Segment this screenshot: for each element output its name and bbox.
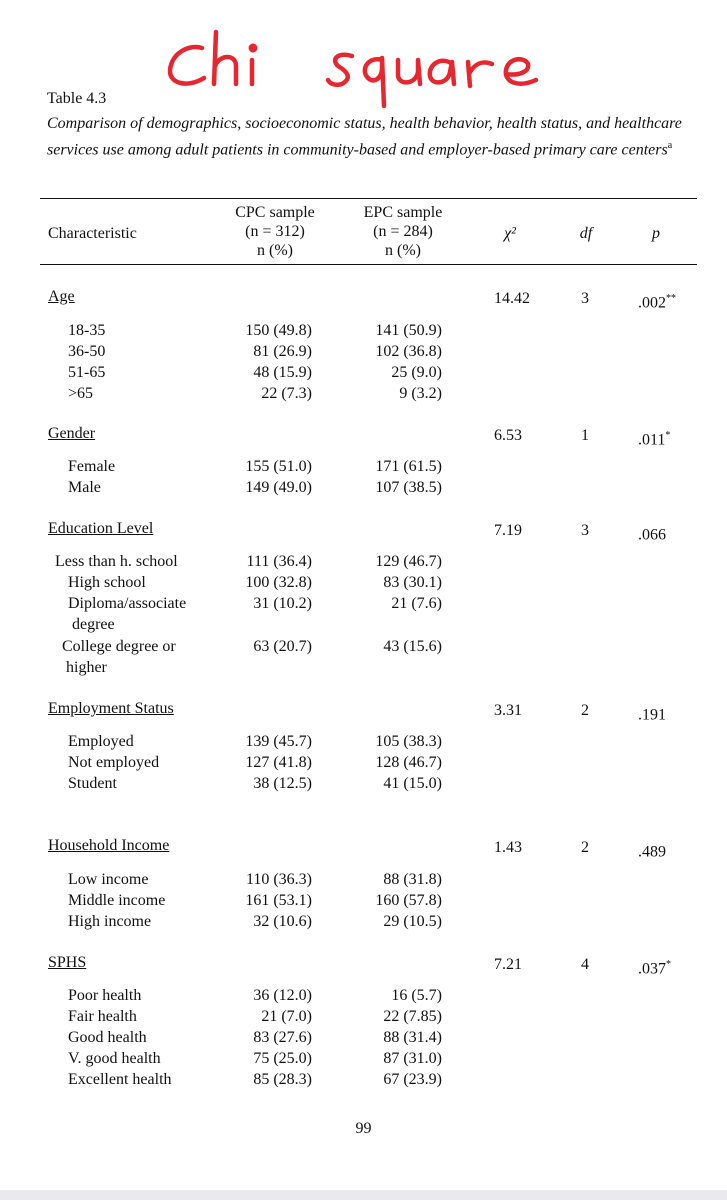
row-label: Good health bbox=[68, 1029, 147, 1046]
epc-value: 87 (31.0) bbox=[383, 1050, 442, 1067]
header-characteristic: Characteristic bbox=[48, 225, 137, 242]
epc-value: 83 (30.1) bbox=[383, 574, 442, 591]
caption-footnote-marker: a bbox=[667, 140, 673, 151]
cpc-value: 161 (53.1) bbox=[245, 892, 312, 909]
header-epc-line3: n (%) bbox=[385, 242, 421, 259]
cpc-value: 149 (49.0) bbox=[245, 479, 312, 496]
epc-value: 107 (38.5) bbox=[375, 479, 442, 496]
cpc-value: 100 (32.8) bbox=[245, 574, 312, 591]
cpc-value: 139 (45.7) bbox=[245, 733, 312, 750]
cpc-value: 150 (49.8) bbox=[245, 322, 312, 339]
epc-value: 21 (7.6) bbox=[391, 595, 442, 612]
table-header-rule bbox=[40, 264, 697, 265]
cpc-value: 48 (15.9) bbox=[253, 364, 312, 381]
handwritten-annotation bbox=[160, 18, 570, 108]
chi-square-value: 1.43 bbox=[494, 839, 522, 856]
epc-value: 129 (46.7) bbox=[375, 553, 442, 570]
cpc-value: 85 (28.3) bbox=[253, 1071, 312, 1088]
cpc-value: 81 (26.9) bbox=[253, 343, 312, 360]
row-label: Diploma/associate bbox=[68, 595, 187, 612]
section-title: SPHS bbox=[48, 954, 87, 971]
row-label: College degree or bbox=[62, 638, 176, 655]
row-label-continued: degree bbox=[72, 616, 115, 633]
row-label: 51-65 bbox=[68, 364, 106, 381]
row-label: Low income bbox=[68, 871, 149, 888]
header-cpc-line3: n (%) bbox=[257, 242, 293, 259]
cpc-value: 83 (27.6) bbox=[253, 1029, 312, 1046]
chi-square-value: 7.19 bbox=[494, 522, 522, 539]
significance-marker: ** bbox=[666, 293, 676, 304]
cpc-value: 127 (41.8) bbox=[245, 754, 312, 771]
cpc-value: 21 (7.0) bbox=[261, 1008, 312, 1025]
table-caption-text: Comparison of demographics, socioeconomic status, health behavior, health status, and healthcare services use among adult patients in community-based and employer-based primary care centers bbox=[47, 115, 682, 159]
row-label: Student bbox=[68, 775, 117, 792]
page-number: 99 bbox=[355, 1120, 372, 1137]
header-cpc bbox=[215, 203, 335, 260]
row-label: High school bbox=[68, 574, 146, 591]
cpc-value: 111 (36.4) bbox=[246, 553, 312, 570]
df-value: 3 bbox=[581, 522, 589, 539]
row-label: >65 bbox=[68, 385, 94, 402]
header-cpc-line1: CPC sample bbox=[235, 204, 315, 221]
p-value: .037 bbox=[638, 960, 666, 978]
section-title: Age bbox=[48, 288, 75, 305]
significance-marker: * bbox=[666, 959, 671, 970]
df-value: 2 bbox=[581, 702, 589, 719]
p-value-cell bbox=[638, 288, 676, 313]
row-label: 18-35 bbox=[68, 322, 106, 339]
epc-value: 25 (9.0) bbox=[391, 364, 442, 381]
header-epc-line1: EPC sample bbox=[363, 204, 443, 221]
header-df: df bbox=[579, 225, 593, 242]
row-label: Not employed bbox=[68, 754, 160, 771]
epc-value: 141 (50.9) bbox=[375, 322, 442, 339]
epc-value: 128 (46.7) bbox=[375, 754, 442, 771]
cpc-value: 31 (10.2) bbox=[253, 595, 312, 612]
row-label: V. good health bbox=[68, 1050, 161, 1067]
row-label-continued: higher bbox=[66, 659, 107, 676]
epc-value: 22 (7.85) bbox=[383, 1008, 442, 1025]
p-value-cell bbox=[638, 700, 666, 725]
row-label: Employed bbox=[68, 733, 134, 750]
p-value: .191 bbox=[638, 706, 666, 724]
row-label: Excellent health bbox=[68, 1071, 172, 1088]
epc-value: 105 (38.3) bbox=[375, 733, 442, 750]
p-value-cell bbox=[638, 954, 671, 979]
p-value-cell bbox=[638, 425, 670, 450]
df-value: 3 bbox=[581, 290, 589, 307]
section-title: Gender bbox=[48, 425, 96, 442]
cpc-value: 38 (12.5) bbox=[253, 775, 312, 792]
section-title: Household Income bbox=[48, 837, 170, 854]
row-label: Male bbox=[68, 479, 101, 496]
cpc-value: 22 (7.3) bbox=[261, 385, 312, 402]
cpc-value: 36 (12.0) bbox=[253, 987, 312, 1004]
chi-square-value: 3.31 bbox=[494, 702, 522, 719]
epc-value: 171 (61.5) bbox=[375, 458, 442, 475]
section-title: Employment Status bbox=[48, 700, 174, 717]
p-value: .489 bbox=[638, 843, 666, 861]
table-caption bbox=[47, 113, 707, 161]
epc-value: 88 (31.4) bbox=[383, 1029, 442, 1046]
cpc-value: 110 (36.3) bbox=[245, 871, 312, 888]
p-value: .002 bbox=[638, 294, 666, 312]
header-chi-square: χ² bbox=[504, 225, 516, 242]
row-label: Female bbox=[68, 458, 116, 475]
header-epc bbox=[343, 203, 463, 260]
chi-square-value: 7.21 bbox=[494, 956, 522, 973]
epc-value: 67 (23.9) bbox=[383, 1071, 442, 1088]
df-value: 2 bbox=[581, 839, 589, 856]
epc-value: 88 (31.8) bbox=[383, 871, 442, 888]
df-value: 1 bbox=[581, 427, 589, 444]
chi-square-value: 14.42 bbox=[494, 290, 530, 307]
epc-value: 43 (15.6) bbox=[383, 638, 442, 655]
epc-value: 41 (15.0) bbox=[383, 775, 442, 792]
epc-value: 102 (36.8) bbox=[375, 343, 442, 360]
cpc-value: 75 (25.0) bbox=[253, 1050, 312, 1067]
header-epc-line2: (n = 284) bbox=[373, 223, 433, 240]
p-value: .011 bbox=[638, 431, 666, 449]
handwritten-chi-square-drawing bbox=[160, 18, 570, 108]
epc-value: 16 (5.7) bbox=[391, 987, 442, 1004]
table-number: Table 4.3 bbox=[47, 90, 107, 107]
p-value: .066 bbox=[638, 526, 666, 544]
cpc-value: 63 (20.7) bbox=[253, 638, 312, 655]
cpc-value: 32 (10.6) bbox=[253, 913, 312, 930]
row-label: Less than h. school bbox=[55, 553, 178, 570]
epc-value: 160 (57.8) bbox=[375, 892, 442, 909]
p-value-cell bbox=[638, 837, 666, 862]
row-label: High income bbox=[68, 913, 152, 930]
epc-value: 29 (10.5) bbox=[383, 913, 442, 930]
row-label: Poor health bbox=[68, 987, 142, 1004]
row-label: Middle income bbox=[68, 892, 166, 909]
p-value-cell bbox=[638, 520, 666, 545]
cpc-value: 155 (51.0) bbox=[245, 458, 312, 475]
row-label: 36-50 bbox=[68, 343, 106, 360]
significance-marker: * bbox=[665, 430, 671, 441]
table-top-rule bbox=[40, 198, 697, 199]
df-value: 4 bbox=[581, 956, 589, 973]
chi-square-value: 6.53 bbox=[494, 427, 522, 444]
header-p: p bbox=[652, 225, 660, 242]
section-title: Education Level bbox=[48, 520, 154, 537]
epc-value: 9 (3.2) bbox=[399, 385, 442, 402]
header-cpc-line2: (n = 312) bbox=[245, 223, 305, 240]
row-label: Fair health bbox=[68, 1008, 137, 1025]
